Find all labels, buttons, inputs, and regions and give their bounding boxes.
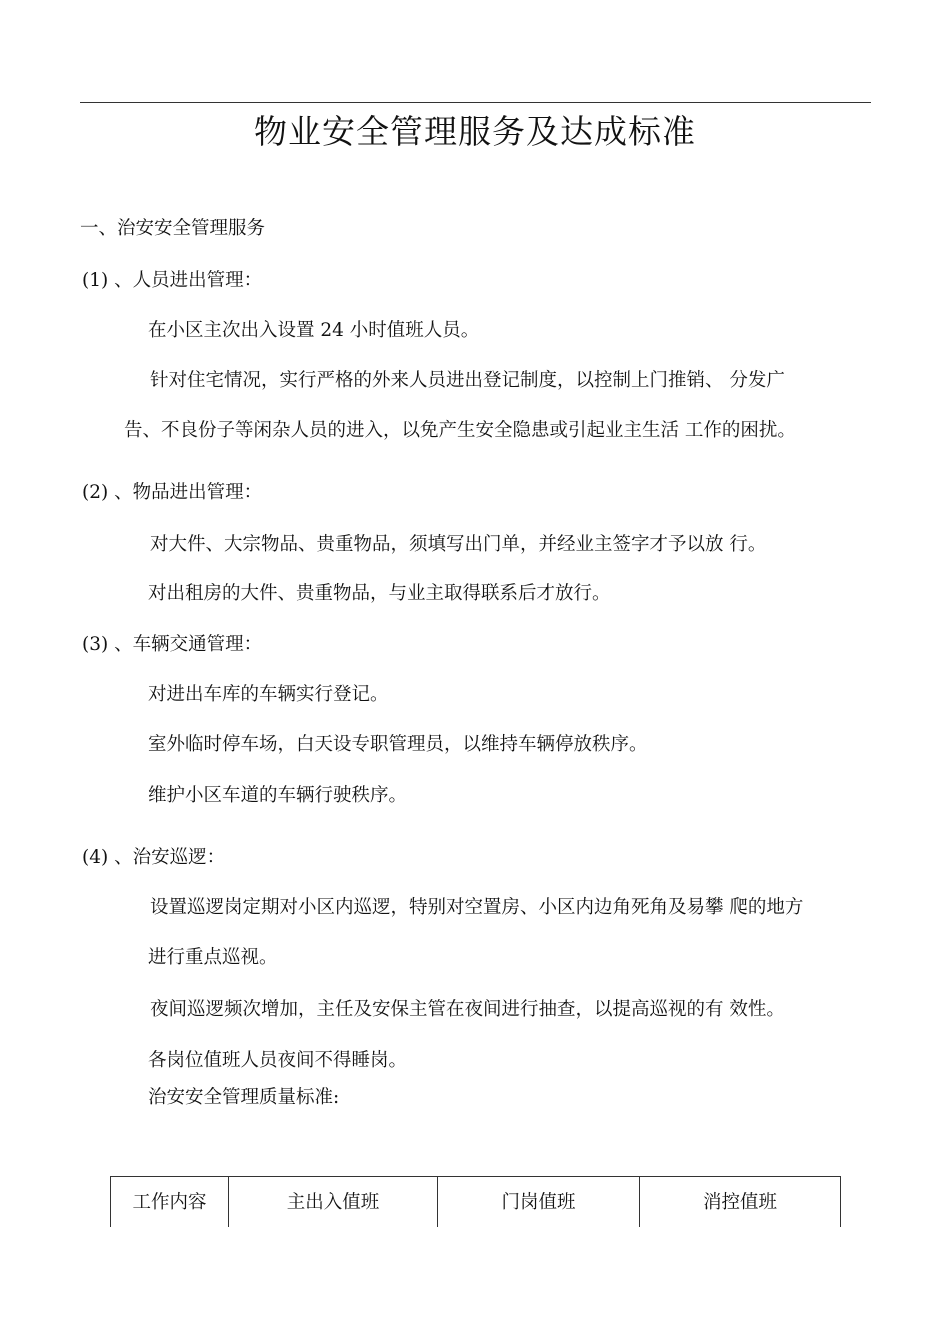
item-heading-goods: (2) 、物品进出管理： bbox=[82, 482, 263, 503]
item-heading-patrol: (4) 、治安巡逻： bbox=[82, 847, 226, 868]
paragraph: 进行重点巡视。 bbox=[148, 947, 278, 968]
paragraph: 对出租房的大件、贵重物品，与业主取得联系后才放行。 bbox=[148, 583, 611, 604]
table-header-cell: 主出入值班 bbox=[229, 1177, 438, 1228]
table-header-cell: 门岗值班 bbox=[438, 1177, 640, 1228]
paragraph: 各岗位值班人员夜间不得睡岗。 bbox=[148, 1050, 408, 1071]
table-header-cell: 消控值班 bbox=[640, 1177, 841, 1228]
paragraph: 针对住宅情况，实行严格的外来人员进出登记制度，以控制上门推销、 分发广 bbox=[150, 370, 785, 391]
quality-standard-table bbox=[110, 1176, 841, 1227]
document-title: 物业安全管理服务及达成标准 bbox=[254, 112, 696, 151]
item-heading-vehicles: (3) 、车辆交通管理： bbox=[82, 634, 263, 655]
paragraph: 设置巡逻岗定期对小区内巡逻，特别对空置房、小区内边角死角及易攀 爬的地方 bbox=[150, 897, 804, 918]
paragraph: 对大件、大宗物品、贵重物品，须填写出门单，并经业主签字才予以放 行。 bbox=[150, 534, 767, 555]
table-header-row bbox=[111, 1177, 841, 1228]
paragraph: 在小区主次出入设置 24 小时值班人员。 bbox=[148, 320, 480, 341]
paragraph: 室外临时停车场，白天设专职管理员，以维持车辆停放秩序。 bbox=[148, 734, 648, 755]
header-rule bbox=[80, 102, 871, 103]
section-heading: 一、治安安全管理服务 bbox=[80, 218, 266, 239]
item-heading-personnel: (1) 、人员进出管理： bbox=[82, 270, 263, 291]
paragraph: 告、不良份子等闲杂人员的进入，以免产生安全隐患或引起业主生活 工作的困扰。 bbox=[124, 420, 796, 441]
quality-standard-heading: 治安安全管理质量标准: bbox=[148, 1087, 340, 1108]
paragraph: 对进出车库的车辆实行登记。 bbox=[148, 684, 389, 705]
paragraph: 维护小区车道的车辆行驶秩序。 bbox=[148, 785, 408, 806]
table-header-cell: 工作内容 bbox=[111, 1177, 229, 1228]
paragraph: 夜间巡逻频次增加，主任及安保主管在夜间进行抽查，以提高巡视的有 效性。 bbox=[150, 999, 785, 1020]
